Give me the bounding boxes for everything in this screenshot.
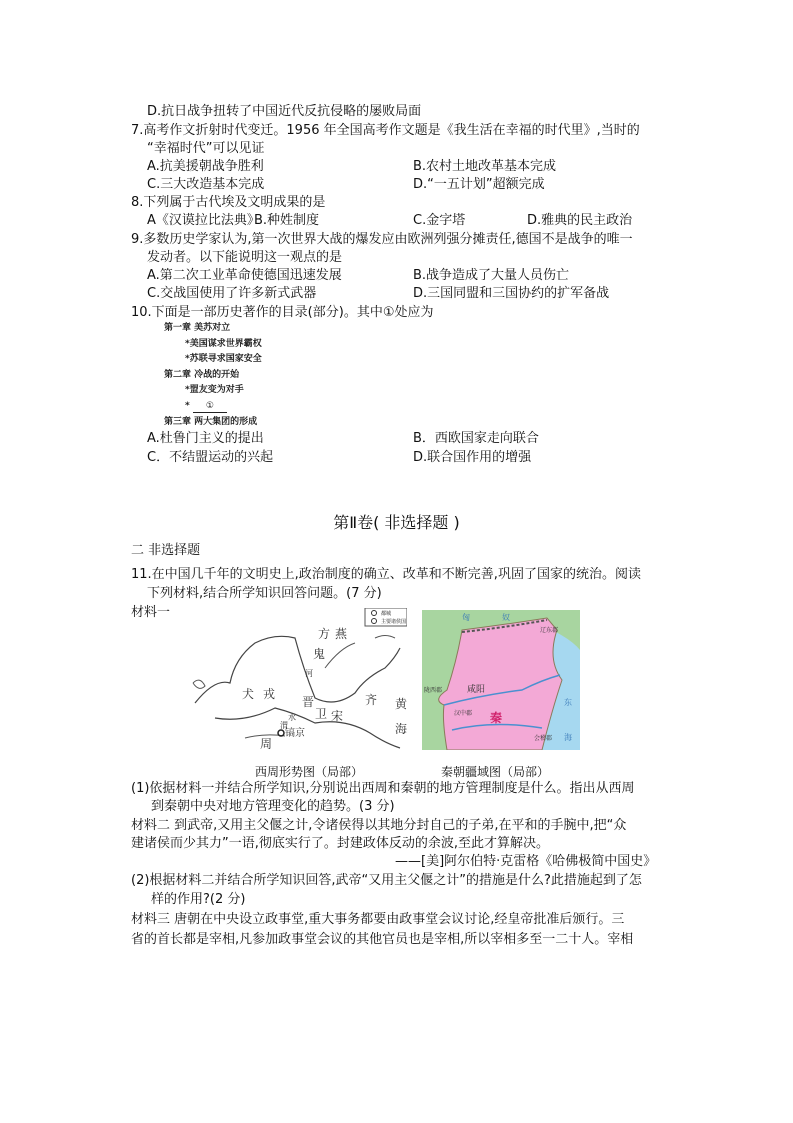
q8-option-b: B.种姓制度 (254, 213, 320, 228)
q11-stem-cont: 下列材料,结合所学知识回答问题。(7 分) (147, 586, 382, 601)
map-legend-state: 主要诸侯国 (381, 619, 407, 625)
q9-option-a: A.第二次工业革命使德国迅速发展 (147, 268, 342, 283)
map-label: 黄 (395, 697, 407, 711)
map-label: 戎 (263, 687, 276, 701)
material-1-label: 材料一 (131, 605, 171, 620)
toc-bullet: * (185, 401, 190, 411)
qin-territory-map (422, 610, 580, 750)
map-label: 辽东郡 (540, 627, 559, 634)
sub-question-1: (1)依据材料一并结合所学知识,分别说出西周和秦朝的地方管理制度是什么。指出从西周 (131, 781, 635, 796)
q7-stem: 7.高考作文折射时代变迁。1956 年全国高考作文题是《我生活在幸福的时代里》,当时的 (131, 123, 640, 138)
q10-option-c: C．不结盟运动的兴起 (147, 450, 274, 465)
map-label: 陇西郡 (424, 687, 443, 694)
map-label: 海 (564, 733, 572, 742)
q10-option-d: D.联合国作用的增强 (413, 450, 532, 465)
q7-option-c: C.三大改造基本完成 (147, 177, 265, 192)
map-label: 卫 (315, 707, 328, 721)
toc-chapter-3: 第三章 两大集团的形成 (164, 417, 258, 427)
toc-chapter-2: 第二章 冷战的开始 (164, 370, 240, 380)
q10-stem: 10.下面是一部历史著作的目录(部分)。其中①处应为 (131, 305, 434, 320)
west-zhou-map (185, 608, 407, 752)
map-label: 方 (318, 627, 331, 641)
toc-item: *苏联寻求国家安全 (185, 354, 262, 364)
map-2-caption: 秦朝疆域图（局部） (441, 765, 550, 779)
q8-option-c: C.金字塔 (413, 213, 466, 228)
q8-stem: 8.下列属于古代埃及文明成果的是 (131, 195, 326, 210)
section-heading: 二 非选择题 (131, 543, 201, 558)
part-2-title: 第Ⅱ卷( 非选择题 ) (333, 513, 460, 532)
q9-option-c: C.交战国使用了许多新式武器 (147, 286, 317, 301)
sub-question-1-cont: 到秦朝中央对地方管理变化的趋势。(3 分) (151, 799, 395, 814)
map-label: 水 (288, 713, 296, 722)
q7-stem-cont: “幸福时代”可以见证 (147, 141, 265, 156)
q8-option-a: A《汉谟拉比法典》 (147, 213, 260, 228)
q9-option-d: D.三国同盟和三国协约的扩军备战 (413, 286, 610, 301)
toc-chapter-1: 第一章 美苏对立 (164, 323, 231, 333)
q7-option-d: D.“一五计划”超额完成 (413, 177, 545, 192)
map-label: 镐京 (285, 728, 305, 739)
toc-item: *盟友变为对手 (185, 385, 244, 395)
toc-item-blank (185, 400, 227, 413)
sub-question-2-cont: 样的作用?(2 分) (151, 892, 246, 907)
material-2-cont: 建诸侯而少其力”一语,彻底实行了。封建政体反动的余波,至此才算解决。 (131, 836, 549, 851)
map-label: 晋 (302, 695, 315, 709)
map-label: 周 (260, 737, 273, 751)
map-label: 奴 (502, 613, 510, 622)
map-label: 咸阳 (467, 685, 486, 695)
blank-marker: ① (193, 400, 227, 413)
toc-item: *美国谋求世界霸权 (185, 339, 262, 349)
map-label: 河 (305, 669, 313, 678)
map-label: 会稽郡 (534, 735, 553, 742)
q9-stem-cont: 发动者。以下能说明这一观点的是 (147, 250, 343, 265)
map-label: 汉中郡 (454, 710, 473, 717)
q11-stem: 11.在中国几千年的文明史上,政治制度的确立、改革和不断完善,巩固了国家的统治。阅读 (131, 567, 641, 582)
map-label: 渭 (280, 721, 288, 730)
map-label: 匈 (462, 613, 470, 622)
map-label: 齐 (365, 693, 378, 707)
map-legend-capital: 都城 (381, 611, 392, 617)
q9-stem: 9.多数历史学家认为,第一次世界大战的爆发应由欧洲列强分摊责任,德国不是战争的唯一 (131, 232, 633, 247)
q7-option-b: B.农村土地改革基本完成 (413, 159, 557, 174)
material-2-source: ——[美]阿尔伯特·克雷格《哈佛极简中国史》 (395, 854, 657, 869)
map-label: 海 (395, 722, 407, 736)
map-label: 东 (564, 698, 572, 707)
map-1-caption: 西周形势图（局部） (255, 765, 364, 779)
q9-option-b: B.战争造成了大量人员伤亡 (413, 268, 570, 283)
material-3: 材料三 唐朝在中央设立政事堂,重大事务都要由政事堂会议讨论,经皇帝批准后颁行。三 (131, 912, 625, 927)
sub-question-2: (2)根据材料二并结合所学知识回答,武帝“又用主父偃之计”的措施是什么?此措施起到了怎 (131, 873, 642, 888)
map-label: 秦 (490, 711, 503, 725)
q6-option-d: D.抗日战争扭转了中国近代反抗侵略的屡败局面 (147, 104, 422, 119)
q7-option-a: A.抗美援朝战争胜利 (147, 159, 264, 174)
map-label: 燕 (335, 627, 348, 641)
q10-option-b: B．西欧国家走向联合 (413, 431, 539, 446)
map-label: 鬼 (313, 647, 326, 661)
q10-option-a: A.杜鲁门主义的提出 (147, 431, 264, 446)
map-label: 宋 (331, 709, 344, 723)
material-3-cont: 省的首长都是宰相,凡参加政事堂会议的其他官员也是宰相,所以宰相多至一二十人。宰相 (131, 932, 634, 947)
material-2: 材料二 到武帝,又用主父偃之计,令诸侯得以其地分封自己的子弟,在平和的手腕中,把“众 (131, 818, 627, 833)
map-label: 犬 (242, 687, 255, 701)
q8-option-d: D.雅典的民主政治 (527, 213, 633, 228)
